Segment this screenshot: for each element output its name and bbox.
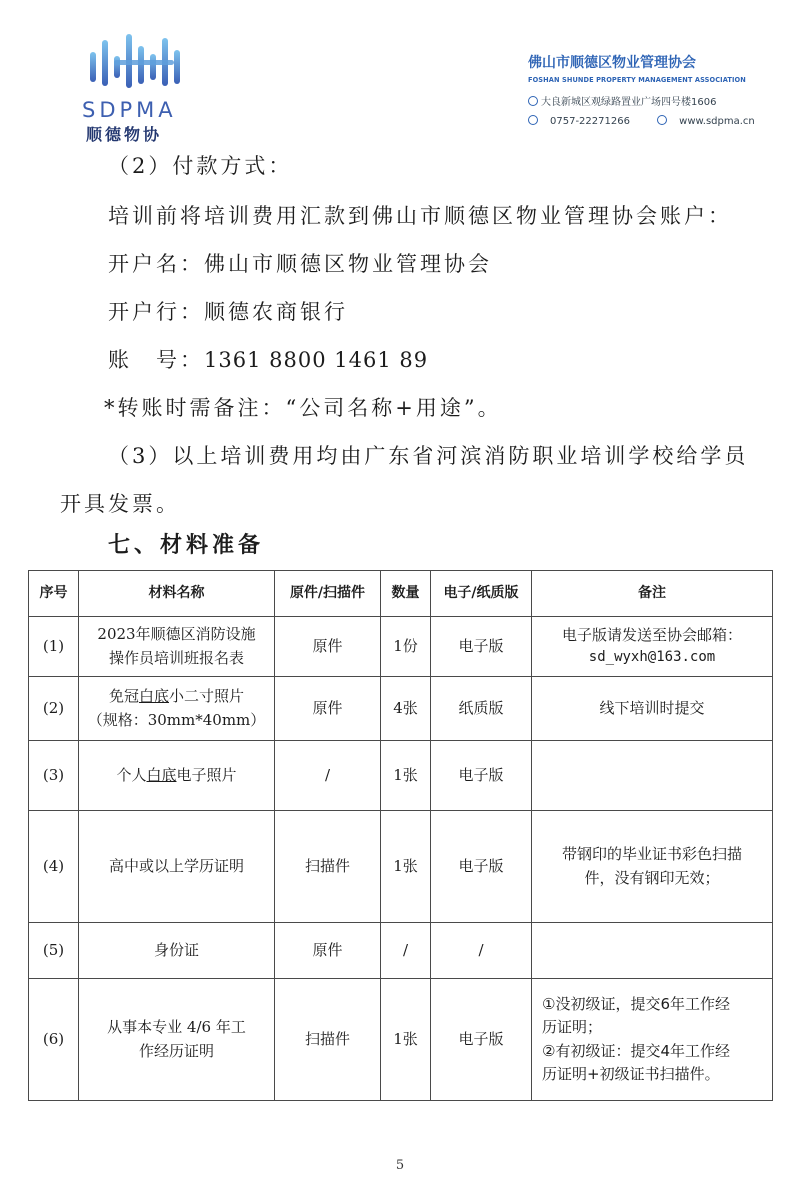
- name-text: 免冠: [108, 687, 139, 706]
- payment-intro: 培训前将培训费用汇款到佛山市顺德区物业管理协会账户：: [108, 204, 732, 228]
- association-address: [528, 93, 758, 108]
- row-no: (1): [29, 617, 79, 677]
- association-name: 佛山市顺德区物业管理协会: [528, 55, 696, 71]
- material-quantity: /: [381, 923, 431, 979]
- globe-icon: [657, 115, 667, 125]
- table-header-row: [29, 571, 773, 617]
- phone-icon: [528, 115, 538, 125]
- materials-table: [28, 570, 773, 1101]
- material-remark: [532, 741, 773, 811]
- table-row: [29, 979, 773, 1101]
- remark-line4: 历证明+初级证书扫描件。: [542, 1064, 720, 1083]
- header-no: 序号: [29, 571, 79, 617]
- table-row: [29, 617, 773, 677]
- table-row: [29, 677, 773, 741]
- remark-line1: 电子版请发送至协会邮箱：: [561, 626, 742, 645]
- material-format: 电子版: [431, 617, 532, 677]
- account-label: 账 号：: [108, 348, 204, 372]
- association-info: [528, 52, 758, 127]
- material-quantity: 1张: [381, 811, 431, 923]
- row-no: (6): [29, 979, 79, 1101]
- header-remarks: 备注: [532, 571, 773, 617]
- remark-line1: 带钢印的毕业证书彩色扫描: [561, 845, 742, 864]
- material-quantity: 1张: [381, 741, 431, 811]
- material-quantity: 4张: [381, 677, 431, 741]
- material-format: 电子版: [431, 741, 532, 811]
- website-link[interactable]: www.sdpma.cn: [679, 116, 755, 127]
- material-type: 扫描件: [275, 811, 381, 923]
- address-text: 大良新城区观绿路置业广场四号楼1606: [541, 97, 717, 108]
- payment-subheading: （2）付款方式：: [108, 154, 293, 178]
- material-name: [79, 741, 275, 811]
- phone-block: [528, 116, 642, 127]
- logo-abbreviation: SDPMA: [82, 98, 177, 122]
- table-row: [29, 811, 773, 923]
- row-no: (4): [29, 811, 79, 923]
- remark-line3: ②有初级证：提交4年工作经: [542, 1041, 730, 1060]
- material-name: [79, 617, 275, 677]
- material-name: 身份证: [79, 923, 275, 979]
- material-name: 高中或以上学历证明: [79, 811, 275, 923]
- material-remark: [532, 923, 773, 979]
- remark-line2: 件，没有钢印无效；: [584, 868, 720, 887]
- material-type: 扫描件: [275, 979, 381, 1101]
- material-type: 原件: [275, 677, 381, 741]
- header-format: 电子/纸质版: [431, 571, 532, 617]
- table-row: [29, 741, 773, 811]
- material-type: 原件: [275, 617, 381, 677]
- section-heading: 七、材料准备: [108, 532, 265, 558]
- name-text: 个人: [116, 765, 147, 784]
- name-text: 小二寸照片: [169, 687, 245, 706]
- remark-line1: ①没初级证，提交6年工作经: [542, 995, 730, 1013]
- name-underlined: 白底: [146, 765, 177, 784]
- material-name-line1: 从事本专业 4/6 年工: [107, 1018, 246, 1037]
- letterhead: [0, 0, 800, 144]
- material-quantity: 1张: [381, 979, 431, 1101]
- email-address[interactable]: sd_wyxh@163.com: [588, 649, 716, 666]
- name-underlined: 白底: [138, 687, 169, 706]
- material-quantity: 1份: [381, 617, 431, 677]
- material-format: 电子版: [431, 979, 532, 1101]
- table-row: [29, 923, 773, 979]
- association-contact: [528, 115, 758, 127]
- material-name-line2: （规格：30mm*40mm）: [87, 710, 266, 729]
- header-material-name: 材料名称: [79, 571, 275, 617]
- material-name: [79, 979, 275, 1101]
- row-no: (5): [29, 923, 79, 979]
- logo-bars-icon: [86, 30, 196, 92]
- material-remark: [532, 979, 773, 1101]
- name-text: 电子照片: [176, 765, 237, 784]
- account-number-line: [108, 344, 428, 374]
- header-quantity: 数量: [381, 571, 431, 617]
- page-number: 5: [395, 1158, 405, 1173]
- header-original-or-scan: 原件/扫描件: [275, 571, 381, 617]
- material-format: 电子版: [431, 811, 532, 923]
- invoice-note-line2: 开具发票。: [60, 492, 180, 516]
- material-type: /: [275, 741, 381, 811]
- material-name-line1: [83, 685, 270, 708]
- phone-text: 0757-22271266: [550, 116, 630, 127]
- material-format: 纸质版: [431, 677, 532, 741]
- association-english-name: FOSHAN SHUNDE PROPERTY MANAGEMENT ASSOCIATION: [528, 76, 746, 84]
- material-remark: 线下培训时提交: [532, 677, 773, 741]
- invoice-note-line1: （3）以上培训费用均由广东省河滨消防职业培训学校给学员: [108, 444, 749, 468]
- material-name-line2: 作经历证明: [138, 1041, 214, 1060]
- row-no: (2): [29, 677, 79, 741]
- material-name: [79, 677, 275, 741]
- account-number: 1361 8800 1461 89: [204, 348, 429, 372]
- location-icon: [528, 96, 538, 106]
- row-no: (3): [29, 741, 79, 811]
- bank-name: 开户行：顺德农商银行: [108, 300, 348, 324]
- material-remark: [532, 811, 773, 923]
- material-format: /: [431, 923, 532, 979]
- website-block[interactable]: [657, 116, 767, 127]
- material-type: 原件: [275, 923, 381, 979]
- material-remark: [532, 617, 773, 677]
- logo-chinese-name: 顺德物协: [86, 125, 163, 144]
- account-name: 开户名：佛山市顺德区物业管理协会: [108, 252, 492, 276]
- sdpma-logo: [76, 30, 206, 144]
- transfer-note: *转账时需备注：“公司名称+用途”。: [104, 396, 502, 420]
- material-name-line1: 2023年顺德区消防设施: [97, 625, 256, 644]
- material-name-line2: 操作员培训班报名表: [108, 648, 244, 667]
- remark-line2: 历证明；: [542, 1018, 603, 1037]
